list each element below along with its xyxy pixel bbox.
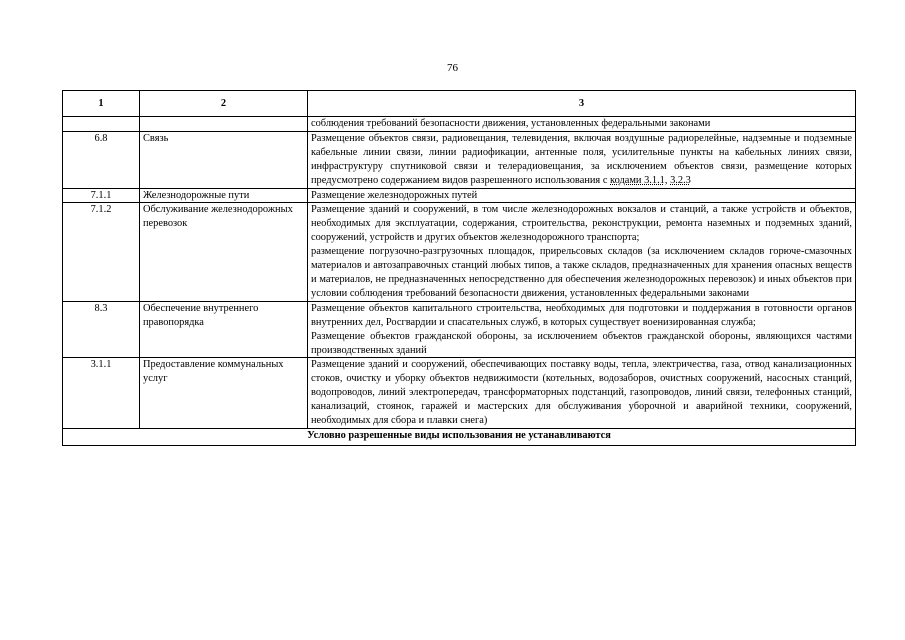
table-row [63,203,856,301]
header-col-1: 1 [63,91,140,117]
code-link-3-1-1[interactable]: кодами 3.1.1 [610,174,665,186]
row-code: 6.8 [63,131,140,188]
table-row [63,301,856,358]
header-col-2: 2 [140,91,308,117]
table-footer-row [63,428,856,445]
description-paragraph: Размещение объектов гражданской обороны, за исключением объектов гражданской обороны, являющихся частями производственных зданий [311,330,852,356]
row-description [308,131,856,188]
row-name: Связь [140,131,308,188]
description-paragraph: Размещение объектов капитального строительства, необходимых для подготовки и поддержания в готовности органов внутренних дел, Росгвардии и спасательных служб, в которых существует военизированная служба; [311,302,852,328]
description-paragraph: Размещение объектов связи, радиовещания, телевидения, включая воздушные радиорелейные, надземные и подземные кабельные линии связи, линии радиофикации, антенные поля, усилительные пункты на кабельных линиях связи, инфраструктуру спутниковой связи и телерадиовещания, за исключением объектов связи, размещение которых предусмотрено содержанием видов разрешенного использования с кодами 3.1.1, 3.2.3 [311,132,852,186]
code-link-3-2-3[interactable]: 3.2.3 [670,174,691,186]
description-paragraph: соблюдения требований безопасности движения, установленных федеральными законами [311,118,711,129]
row-code: 8.3 [63,301,140,358]
row-name: Железнодорожные пути [140,188,308,203]
land-use-table [62,90,856,446]
header-col-3: 3 [308,91,856,117]
description-paragraph: Размещение зданий и сооружений, обеспечивающих поставку воды, тепла, электричества, газа, отвод канализационных стоков, очистку и уборку объектов недвижимости (котельных, водозаборов, очистных сооружений, насосных станций, водопроводов, линий электропередач, трансформаторных подстанций, газопроводов, линий связи, телефонных станций, канализаций, стоянок, гаражей и мастерских для обслуживания уборочной и аварийной техники, сооружений, необходимых для сбора и плавки снега) [311,359,852,427]
row-name: Обслуживание железнодорожных перевозок [140,203,308,301]
row-description [308,301,856,358]
table-row [63,188,856,203]
row-name [140,117,308,132]
description-text: Размещение объектов связи, радиовещания, телевидения, включая воздушные радиорелейные, надземные и подземные кабельные линии связи, линии радиофикации, антенные поля, усилительные пункты на кабельных линиях связи, инфраструктуру спутниковой связи и телерадиовещания, за исключением объектов связи, размещение которых предусмотрено содержанием видов разрешенного использования с [311,132,852,186]
row-description [308,358,856,429]
table-row [63,358,856,429]
page-number: 76 [447,62,458,74]
table-header-row [63,91,856,117]
table-row [63,131,856,188]
description-paragraph: Размещение зданий и сооружений, в том числе железнодорожных вокзалов и станций, а также устройств и объектов, необходимых для эксплуатации, содержания, строительства, реконструкции, ремонта наземных и подземных зданий, сооружений, устройств и других объектов железнодорожного транспорта; [311,204,852,244]
description-paragraph: Размещение железнодорожных путей [311,189,478,201]
description-paragraph: размещение погрузочно-разгрузочных площадок, прирельсовых складов (за исключением складов горюче-смазочных материалов и автозаправочных станций любых типов, а также складов, предназначенных для хранения опасных веществ и материалов, не предназначенных непосредственно для обеспечения железнодорожных перевозок) и иных объектов при условии соблюдения требований безопасности движения, установленных федеральными законами [311,246,852,299]
row-description [308,203,856,301]
table-row [63,117,856,132]
row-code: 7.1.1 [63,188,140,203]
row-name: Предоставление коммунальных услуг [140,358,308,429]
row-name: Обеспечение внутреннего правопорядка [140,301,308,358]
row-code [63,117,140,132]
row-code: 3.1.1 [63,358,140,429]
row-description [308,188,856,203]
row-code: 7.1.2 [63,203,140,301]
table-footer: Условно разрешенные виды использования не устанавливаются [63,428,856,445]
row-description [308,117,856,132]
